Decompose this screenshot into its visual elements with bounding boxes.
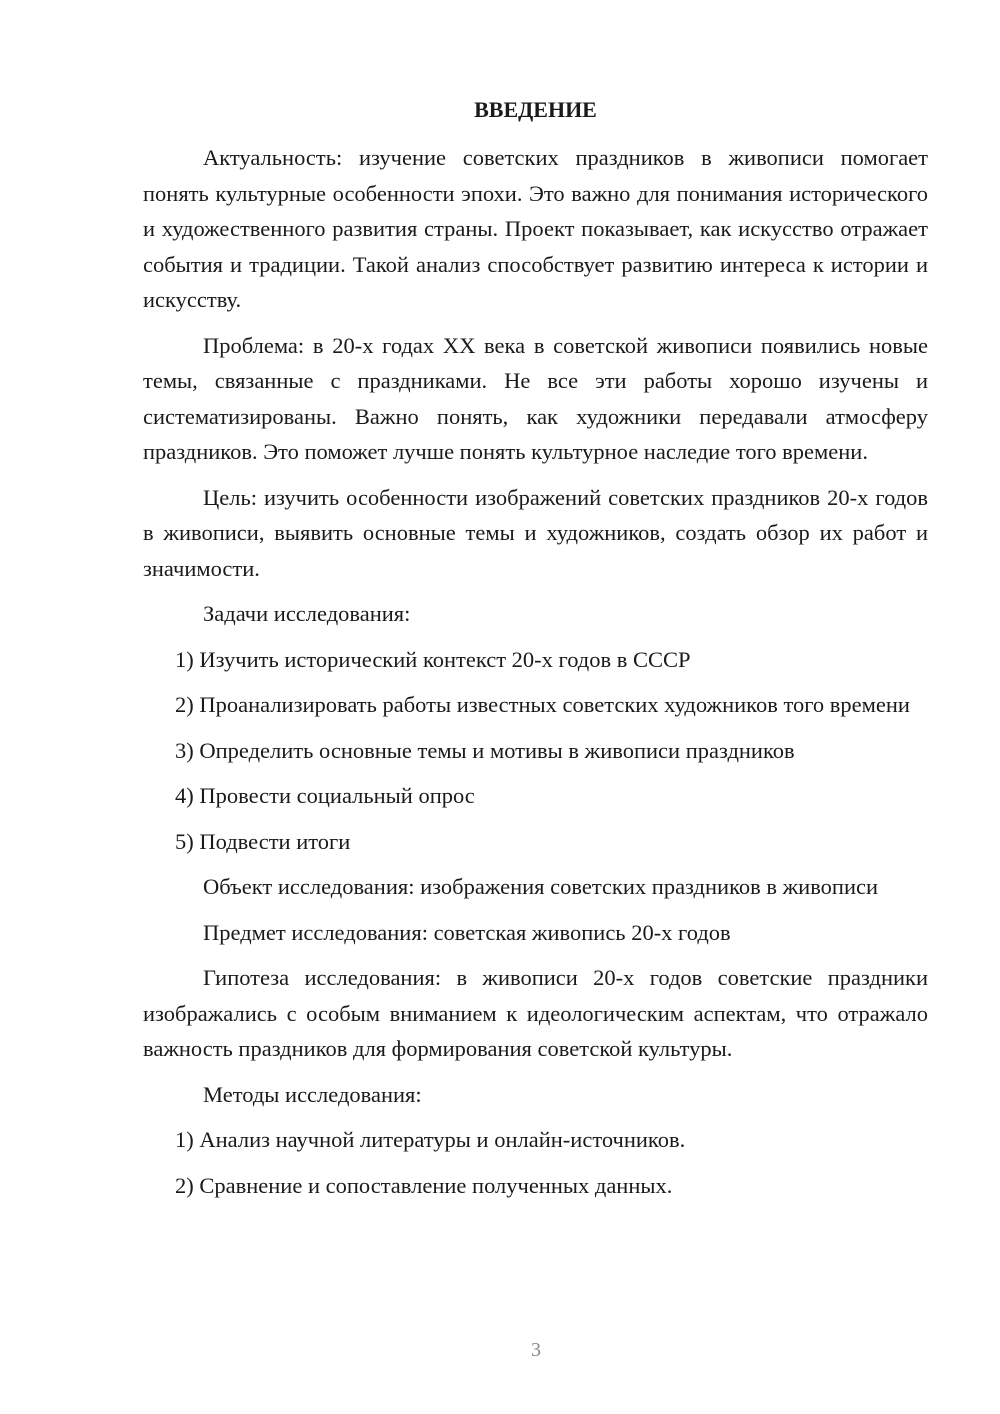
page-number: 3 <box>531 1339 541 1361</box>
goal-paragraph: Цель: изучить особенности изображений советских праздников 20-х годов в живописи, выявить основные темы и художников, создать обзор их работ и значимости. <box>143 484 928 581</box>
methods-title: Методы исследования: <box>203 1081 422 1107</box>
section-heading: ВВЕДЕНИЕ <box>474 97 597 122</box>
task-item-1: 1) Изучить исторический контекст 20-х годов в СССР <box>175 646 691 672</box>
problem-paragraph: Проблема: в 20-х годах XX века в советской живописи появились новые темы, связанные с праздниками. Не все эти работы хорошо изучены и систематизированы. Важно понять, как художники передавали атмосферу праздников. Это поможет лучше понять культурное наследие того времени. <box>143 332 928 464</box>
hypothesis-paragraph: Гипотеза исследования: в живописи 20-х годов советские праздники изображались с особым вниманием к идеологическим аспектам, что отражало важность праздников для формирования советской культуры. <box>143 965 928 1061</box>
tasks-title: Задачи исследования: <box>203 601 411 626</box>
method-item-1: 1) Анализ научной литературы и онлайн-источников. <box>175 1127 686 1152</box>
relevance-paragraph: Актуальность: изучение советских праздников в живописи помогает понять культурные особенности эпохи. Это важно для понимания исторического и художественного развития страны. Проект показывает, как искусство отражает события и традиции. Такой анализ способствует развитию интереса к истории и искусству. <box>143 145 928 312</box>
method-item-2: 2) Сравнение и сопоставление полученных данных. <box>175 1172 673 1198</box>
task-item-4: 4) Провести социальный опрос <box>175 783 475 808</box>
page-content <box>143 92 928 1213</box>
subject-paragraph: Предмет исследования: советская живопись 20-х годов <box>203 919 731 945</box>
task-item-2: 2) Проанализировать работы известных советских художников того времени <box>175 692 910 717</box>
task-item-3: 3) Определить основные темы и мотивы в живописи праздников <box>175 737 795 763</box>
task-item-5: 5) Подвести итоги <box>175 828 351 854</box>
object-paragraph: Объект исследования: изображения советских праздников в живописи <box>203 874 879 899</box>
